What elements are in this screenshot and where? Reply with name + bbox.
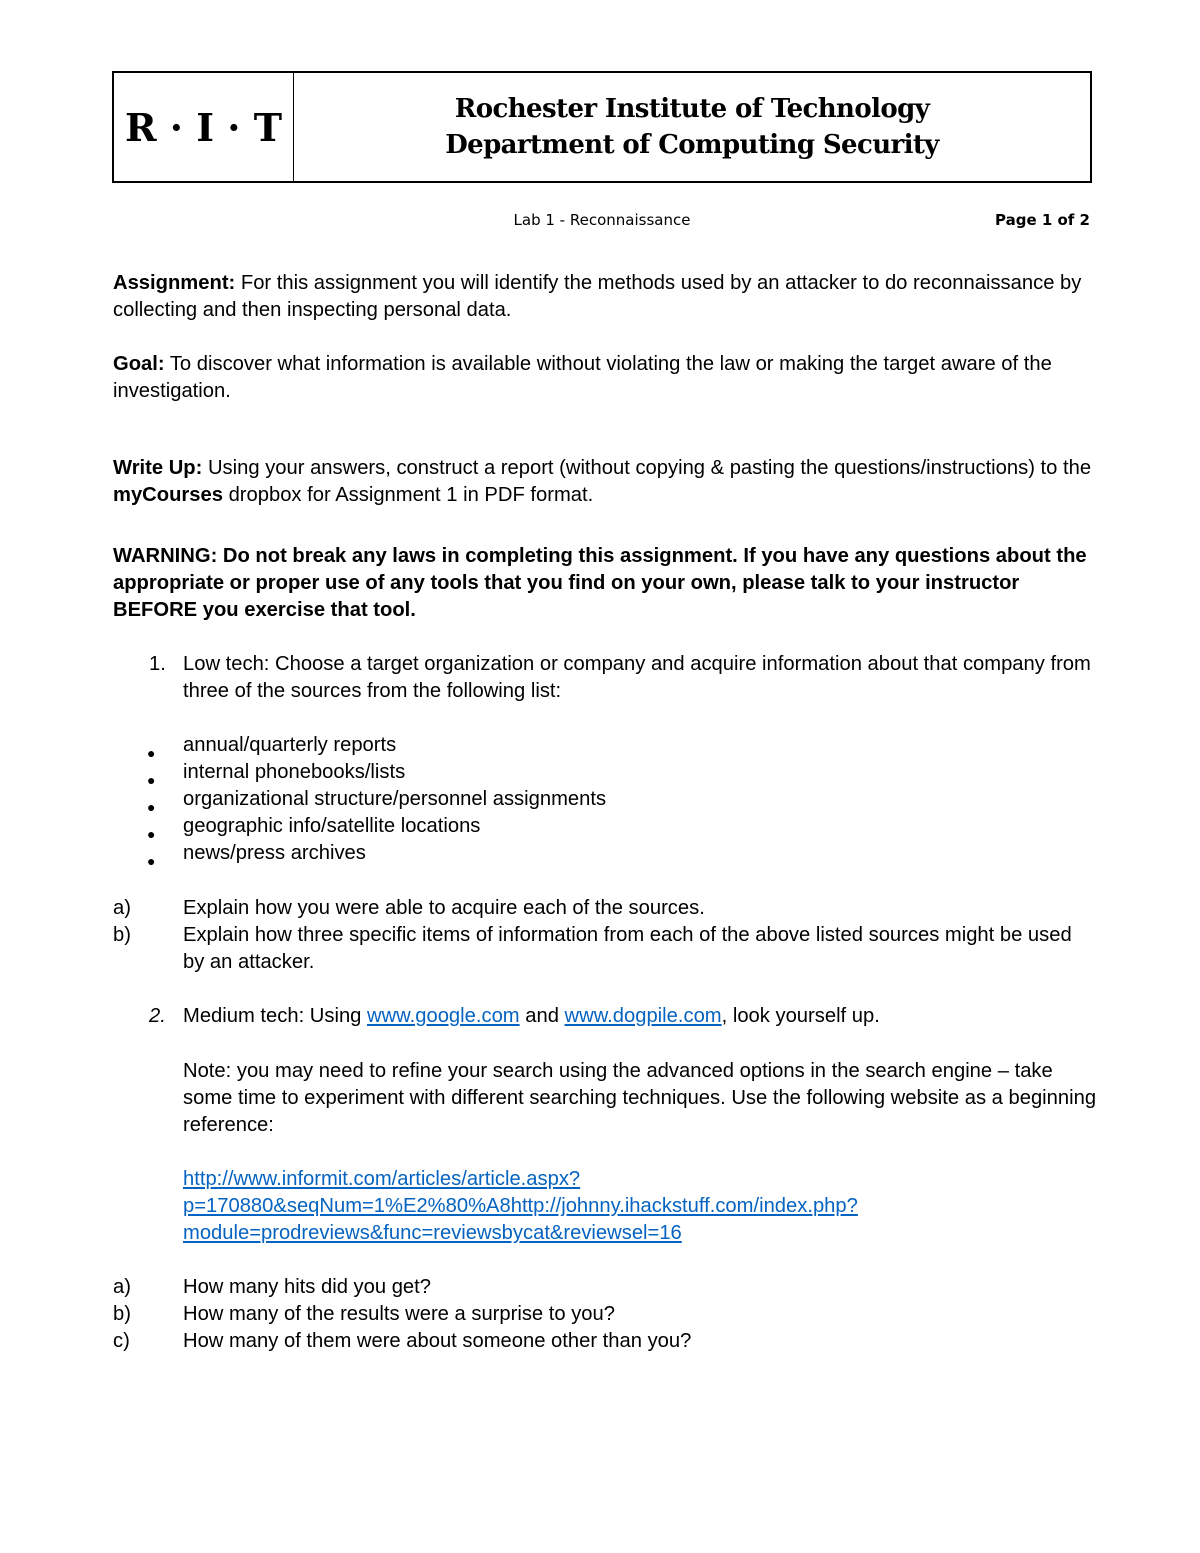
list-item	[113, 732, 1098, 759]
bullet-icon: ●	[147, 745, 156, 761]
sources-list	[113, 732, 1098, 867]
question-1-item	[113, 651, 1098, 705]
assignment-paragraph	[113, 270, 1098, 324]
subquestion-text: How many of the results were a surprise to you?	[183, 1303, 615, 1325]
note-item	[113, 1058, 1098, 1139]
bullet-icon: ●	[147, 772, 156, 788]
source-item-text: annual/quarterly reports	[183, 734, 397, 756]
writeup-text-before: Using your answers, construct a report (without copying & pasting the questions/instructions) to the	[202, 457, 1092, 479]
goal-paragraph	[113, 351, 1098, 405]
bullet-icon: ●	[147, 853, 156, 869]
list-item	[113, 1301, 1098, 1328]
subquestion-text: How many of them were about someone other than you?	[183, 1330, 692, 1352]
question-2-text-after: , look yourself up.	[721, 1005, 880, 1027]
reference-link-line[interactable]: module=prodreviews&func=reviewsbycat&reviewsel=16	[183, 1222, 682, 1244]
list-item	[113, 922, 1098, 976]
source-item-text: organizational structure/personnel assignments	[183, 788, 607, 810]
bullet-icon: ●	[147, 799, 156, 815]
goal-label: Goal:	[113, 353, 165, 375]
dogpile-link[interactable]: www.dogpile.com	[564, 1005, 722, 1027]
question-1-text: Low tech: Choose a target organization or company and acquire information about that company from three of the sources from the following list:	[183, 653, 1091, 702]
reference-link[interactable]	[113, 1166, 1098, 1247]
institution-name: Rochester Institute of Technology	[454, 94, 930, 124]
department-name: Department of Computing Security	[445, 130, 939, 160]
reference-link-line[interactable]: http://www.informit.com/articles/article.aspx?	[183, 1168, 581, 1190]
subquestion-letter: b)	[113, 1303, 131, 1325]
list-item	[113, 759, 1098, 786]
warning-paragraph	[113, 543, 1098, 624]
subquestion-letter: b)	[113, 924, 131, 946]
list-item	[113, 1274, 1098, 1301]
assignment-text: For this assignment you will identify the methods used by an attacker to do reconnaissance by collecting and then inspecting personal data.	[113, 272, 1082, 321]
question-2-number: 2.	[149, 1005, 166, 1027]
question-1	[113, 651, 1098, 705]
subquestion-letter: a)	[113, 1276, 131, 1298]
source-item-text: internal phonebooks/lists	[183, 761, 406, 783]
reference-link-line[interactable]: p=170880&seqNum=1%E2%80%A8http://johnny.ihackstuff.com/index.php?	[183, 1195, 858, 1217]
writeup-text-after: dropbox for Assignment 1 in PDF format.	[222, 484, 594, 506]
reference-link-block	[113, 1166, 1098, 1247]
warning-text: WARNING: Do not break any laws in completing this assignment. If you have any questions about the appropriate or proper use of any tools that you find on your own, please talk to your instructor BEFORE you exercise that tool.	[113, 545, 1087, 621]
source-item-text: news/press archives	[183, 842, 366, 864]
source-item-text: geographic info/satellite locations	[183, 815, 481, 837]
subquestion-letter: c)	[113, 1330, 130, 1352]
page-meta	[112, 209, 1092, 233]
subquestion-text: How many hits did you get?	[183, 1276, 431, 1298]
mycourses-word: myCourses	[113, 484, 223, 506]
writeup-label: Write Up:	[113, 457, 203, 479]
list-item	[113, 786, 1098, 813]
header-table	[112, 71, 1092, 183]
note-text: Note: you may need to refine your search using the advanced options in the search engine – take some time to experiment with different searching techniques. Use the following website as a beginning reference:	[183, 1060, 1097, 1136]
subquestion-letter: a)	[113, 897, 131, 919]
google-link[interactable]: www.google.com	[367, 1005, 520, 1027]
question-2-text-mid: and	[519, 1005, 565, 1027]
rit-logo: R · I · T	[114, 73, 294, 181]
subquestion-text: Explain how three specific items of information from each of the above listed sources might be used by an attacker.	[183, 924, 1072, 973]
question-2	[113, 1003, 1098, 1030]
question-1-number: 1.	[149, 653, 166, 675]
list-item	[113, 895, 1098, 922]
list-item	[113, 840, 1098, 867]
question-1-subquestions	[113, 895, 1098, 976]
list-item	[113, 813, 1098, 840]
lab-title: Lab 1 - Reconnaissance	[513, 211, 691, 229]
note-paragraph	[113, 1058, 1098, 1139]
page-number: Page 1 of 2	[995, 211, 1090, 229]
list-item	[113, 1328, 1098, 1355]
subquestion-text: Explain how you were able to acquire each of the sources.	[183, 897, 705, 919]
bullet-icon: ●	[147, 826, 156, 842]
goal-text: To discover what information is available without violating the law or making the target aware of the investigation.	[113, 353, 1052, 402]
writeup-paragraph	[113, 455, 1098, 509]
header-title	[294, 73, 1090, 181]
question-2-subquestions	[113, 1274, 1098, 1355]
question-2-text-before: Medium tech: Using	[183, 1005, 368, 1027]
assignment-label: Assignment:	[113, 272, 236, 294]
question-2-item	[113, 1003, 1098, 1030]
